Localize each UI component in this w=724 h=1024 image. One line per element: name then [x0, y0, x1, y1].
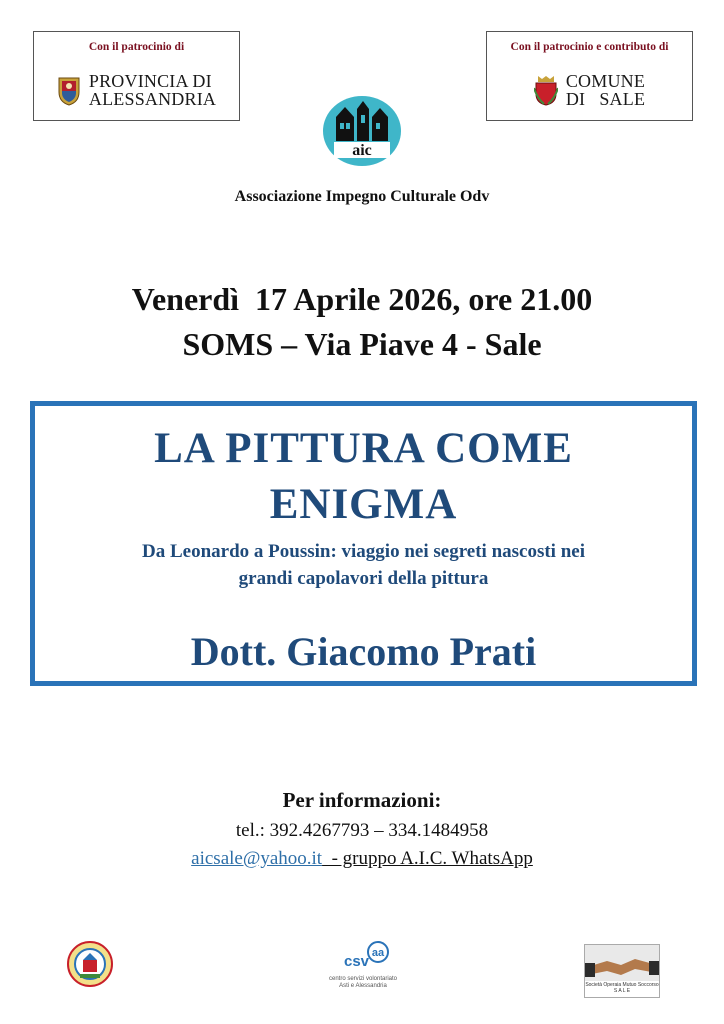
svg-text:aa: aa	[371, 947, 385, 959]
talk-subtitle-line2: grandi capolavori della pittura	[238, 568, 489, 589]
patronage-comune-box	[486, 31, 693, 121]
event-date: Venerdì 17 Aprile 2026, ore 21.00	[131, 281, 593, 317]
email-link[interactable]: aicsale@yahoo.it	[191, 848, 323, 869]
csv-caption-line1: centro servizi volontariato	[328, 976, 398, 982]
talk-title-line2: ENIGMA	[269, 481, 458, 528]
patronage-provincia-box	[33, 31, 240, 121]
event-venue: SOMS – Via Piave 4 - Sale	[182, 326, 542, 362]
comune-name-line2: DI SALE	[565, 89, 646, 109]
handshake-icon	[585, 945, 659, 981]
aic-logo	[322, 95, 402, 167]
csv-caption-line2: Asti e Alessandria	[339, 983, 387, 989]
info-phone: tel.: 392.4267793 – 334.1484958	[235, 820, 489, 841]
info-contacts	[0, 848, 724, 870]
comune-crest-icon	[534, 74, 558, 106]
csv-logo-text: csv	[344, 953, 370, 970]
soms-logo	[584, 944, 660, 998]
provincia-name-line1: PROVINCIA DI	[88, 71, 212, 91]
soms-caption-line2: S A L E	[613, 988, 631, 994]
talk-title-line1: LA PITTURA COME	[154, 425, 573, 472]
csv-logo	[320, 940, 406, 994]
info-title: Per informazioni:	[282, 788, 442, 812]
talk-subtitle	[55, 538, 672, 592]
soms-caption-line1: Società Operaia Mutuo Soccorso	[585, 982, 659, 988]
provincia-crest-icon	[57, 74, 81, 106]
footer-left-logo	[66, 940, 114, 988]
talk-subtitle-line1: Da Leonardo a Poussin: viaggio nei segreti nascosti nei	[142, 541, 585, 562]
comune-name-line1: COMUNE	[565, 71, 646, 91]
speaker-name: Dott. Giacomo Prati	[190, 629, 537, 674]
talk-frame	[30, 401, 697, 686]
patronage-header: Con il patrocinio e contributo di	[510, 41, 669, 53]
patronage-header: Con il patrocinio di	[88, 41, 185, 53]
csv-aa-icon	[366, 940, 390, 964]
aic-logo-letters: aic	[352, 142, 372, 159]
whatsapp-group: - gruppo A.I.C. WhatsApp	[322, 848, 533, 869]
association-name: Associazione Impegno Culturale Odv	[234, 188, 490, 205]
provincia-name-line2: ALESSANDRIA	[88, 89, 217, 109]
